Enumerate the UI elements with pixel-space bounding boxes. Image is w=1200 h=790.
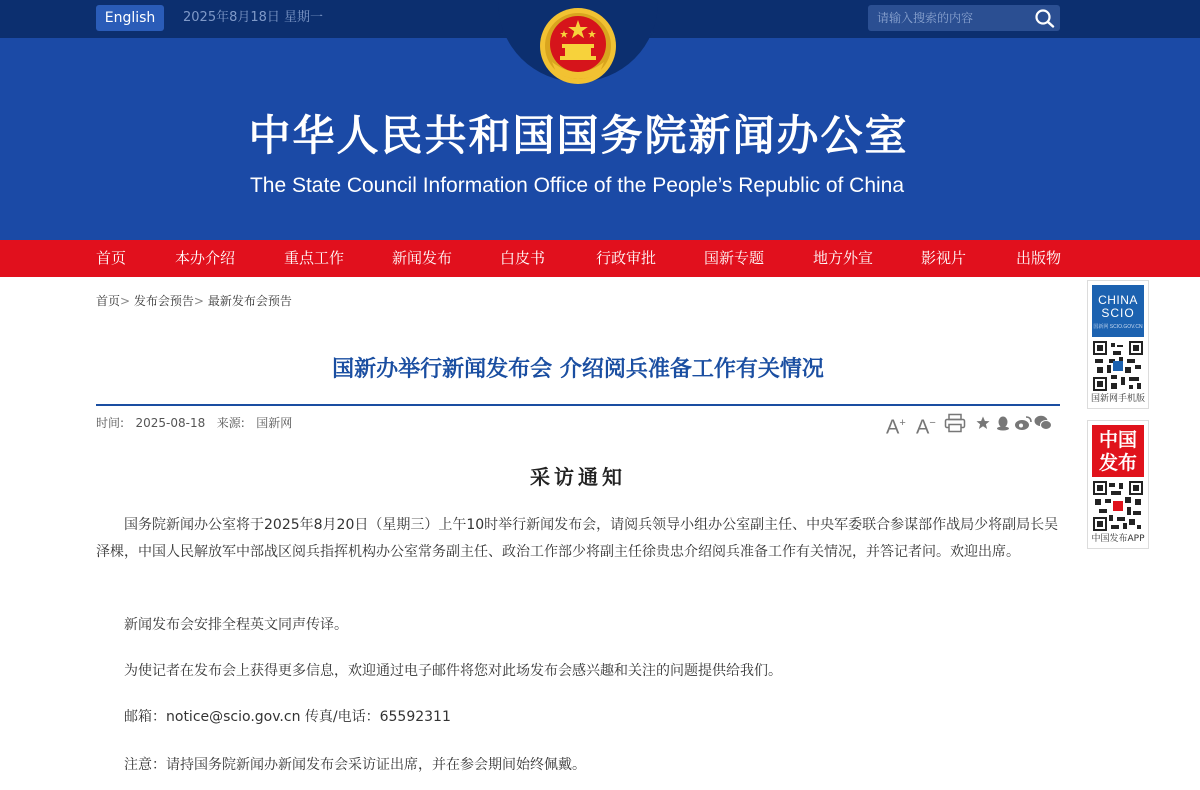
source-value: 国新网 [256, 416, 293, 430]
breadcrumb-separator: > [120, 294, 131, 308]
scio-mobile-label: 国新网手机版 [1090, 394, 1145, 404]
china-release-app-label: 中国发布APP [1091, 534, 1145, 544]
time-label: 时间: [96, 416, 125, 430]
national-emblem-icon [538, 6, 618, 86]
scio-mobile-widget[interactable] [1087, 280, 1149, 409]
app-logo-line1: 中国 [1098, 429, 1137, 451]
print-icon[interactable] [944, 413, 966, 433]
app-logo-line2: 发布 [1098, 452, 1137, 474]
article-paragraph-4: 邮箱：notice@scio.gov.cn 传真/电话：65592311 [124, 709, 451, 725]
qr-code-icon [1093, 481, 1143, 531]
nav-item-white-paper[interactable]: 白皮书 [500, 249, 546, 267]
breadcrumb-latest-preview[interactable]: 最新发布会预告 [207, 294, 292, 308]
font-increase-icon[interactable]: A+ [886, 416, 906, 439]
nav-item-local-publicity[interactable]: 地方外宣 [813, 249, 874, 267]
section-heading: 采访通知 [530, 465, 626, 489]
article-paragraph-1: 国务院新闻办公室将于2025年8月20日（星期三）上午10时举行新闻发布会，请阅兵领导小组办公室副主任、中央军委联合参谋部作战局少将副局长吴泽棵，中国人民解放军中部战区阅兵指挥机构办公室常务副主任、政治工作部少将副主任徐贵忠介绍阅兵准备工作有关情况，并答记者问。欢迎出席。 [96, 517, 1059, 560]
site-title-english: The State Council Information Office of the People’s Republic of China [249, 174, 905, 197]
nav-item-films[interactable]: 影视片 [921, 249, 967, 267]
qq-icon[interactable] [995, 415, 1011, 431]
nav-item-publications[interactable]: 出版物 [1016, 249, 1062, 267]
nav-item-about[interactable]: 本办介绍 [175, 249, 236, 267]
weibo-icon[interactable] [1014, 415, 1032, 431]
favorite-star-icon[interactable] [976, 416, 990, 430]
site-header [0, 0, 1200, 240]
site-title-chinese: 中华人民共和国国务院新闻办公室 [248, 111, 909, 160]
search-icon[interactable] [1034, 8, 1056, 28]
search-box [868, 5, 1060, 31]
nav-item-topics[interactable]: 国新专题 [704, 249, 765, 267]
wechat-icon[interactable] [1034, 415, 1052, 431]
nav-item-press-release[interactable]: 新闻发布 [392, 249, 453, 267]
english-button[interactable]: English [96, 5, 164, 31]
article-paragraph-2: 新闻发布会安排全程英文同声传译。 [124, 617, 348, 633]
breadcrumb-separator: > [193, 294, 204, 308]
source-label: 来源: [216, 416, 245, 430]
title-divider [96, 404, 1060, 406]
article-paragraph-3: 为使记者在发布会上获得更多信息，欢迎通过电子邮件将您对此场发布会感兴趣和关注的问题提供给我们。 [124, 663, 782, 679]
qr-code-icon [1093, 341, 1143, 391]
china-scio-logo [1092, 285, 1144, 337]
breadcrumb-press-preview[interactable]: 发布会预告 [133, 294, 194, 308]
current-date: 2025年8月18日 星期一 [183, 10, 324, 25]
nav-item-home[interactable]: 首页 [96, 249, 127, 267]
time-value: 2025-08-18 [135, 416, 206, 430]
nav-item-admin-approval[interactable]: 行政审批 [596, 249, 657, 267]
scio-logo-line1: CHINA [1098, 293, 1138, 307]
scio-logo-line2: SCIO [1101, 306, 1135, 320]
main-nav [0, 240, 1200, 277]
nav-item-key-work[interactable]: 重点工作 [284, 249, 345, 267]
china-release-logo [1092, 425, 1144, 477]
scio-logo-small: 国新网 SCIO.GOV.CN [1093, 324, 1143, 330]
font-decrease-icon[interactable]: A− [916, 416, 936, 439]
article-title: 国新办举行新闻发布会 介绍阅兵准备工作有关情况 [332, 357, 824, 382]
article-meta [96, 414, 292, 432]
breadcrumb [96, 292, 292, 310]
search-input[interactable] [868, 5, 1028, 31]
breadcrumb-home[interactable]: 首页 [96, 294, 121, 308]
china-release-app-widget[interactable] [1087, 420, 1149, 549]
article-paragraph-5: 注意：请持国务院新闻办新闻发布会采访证出席，并在参会期间始终佩戴。 [124, 757, 586, 773]
